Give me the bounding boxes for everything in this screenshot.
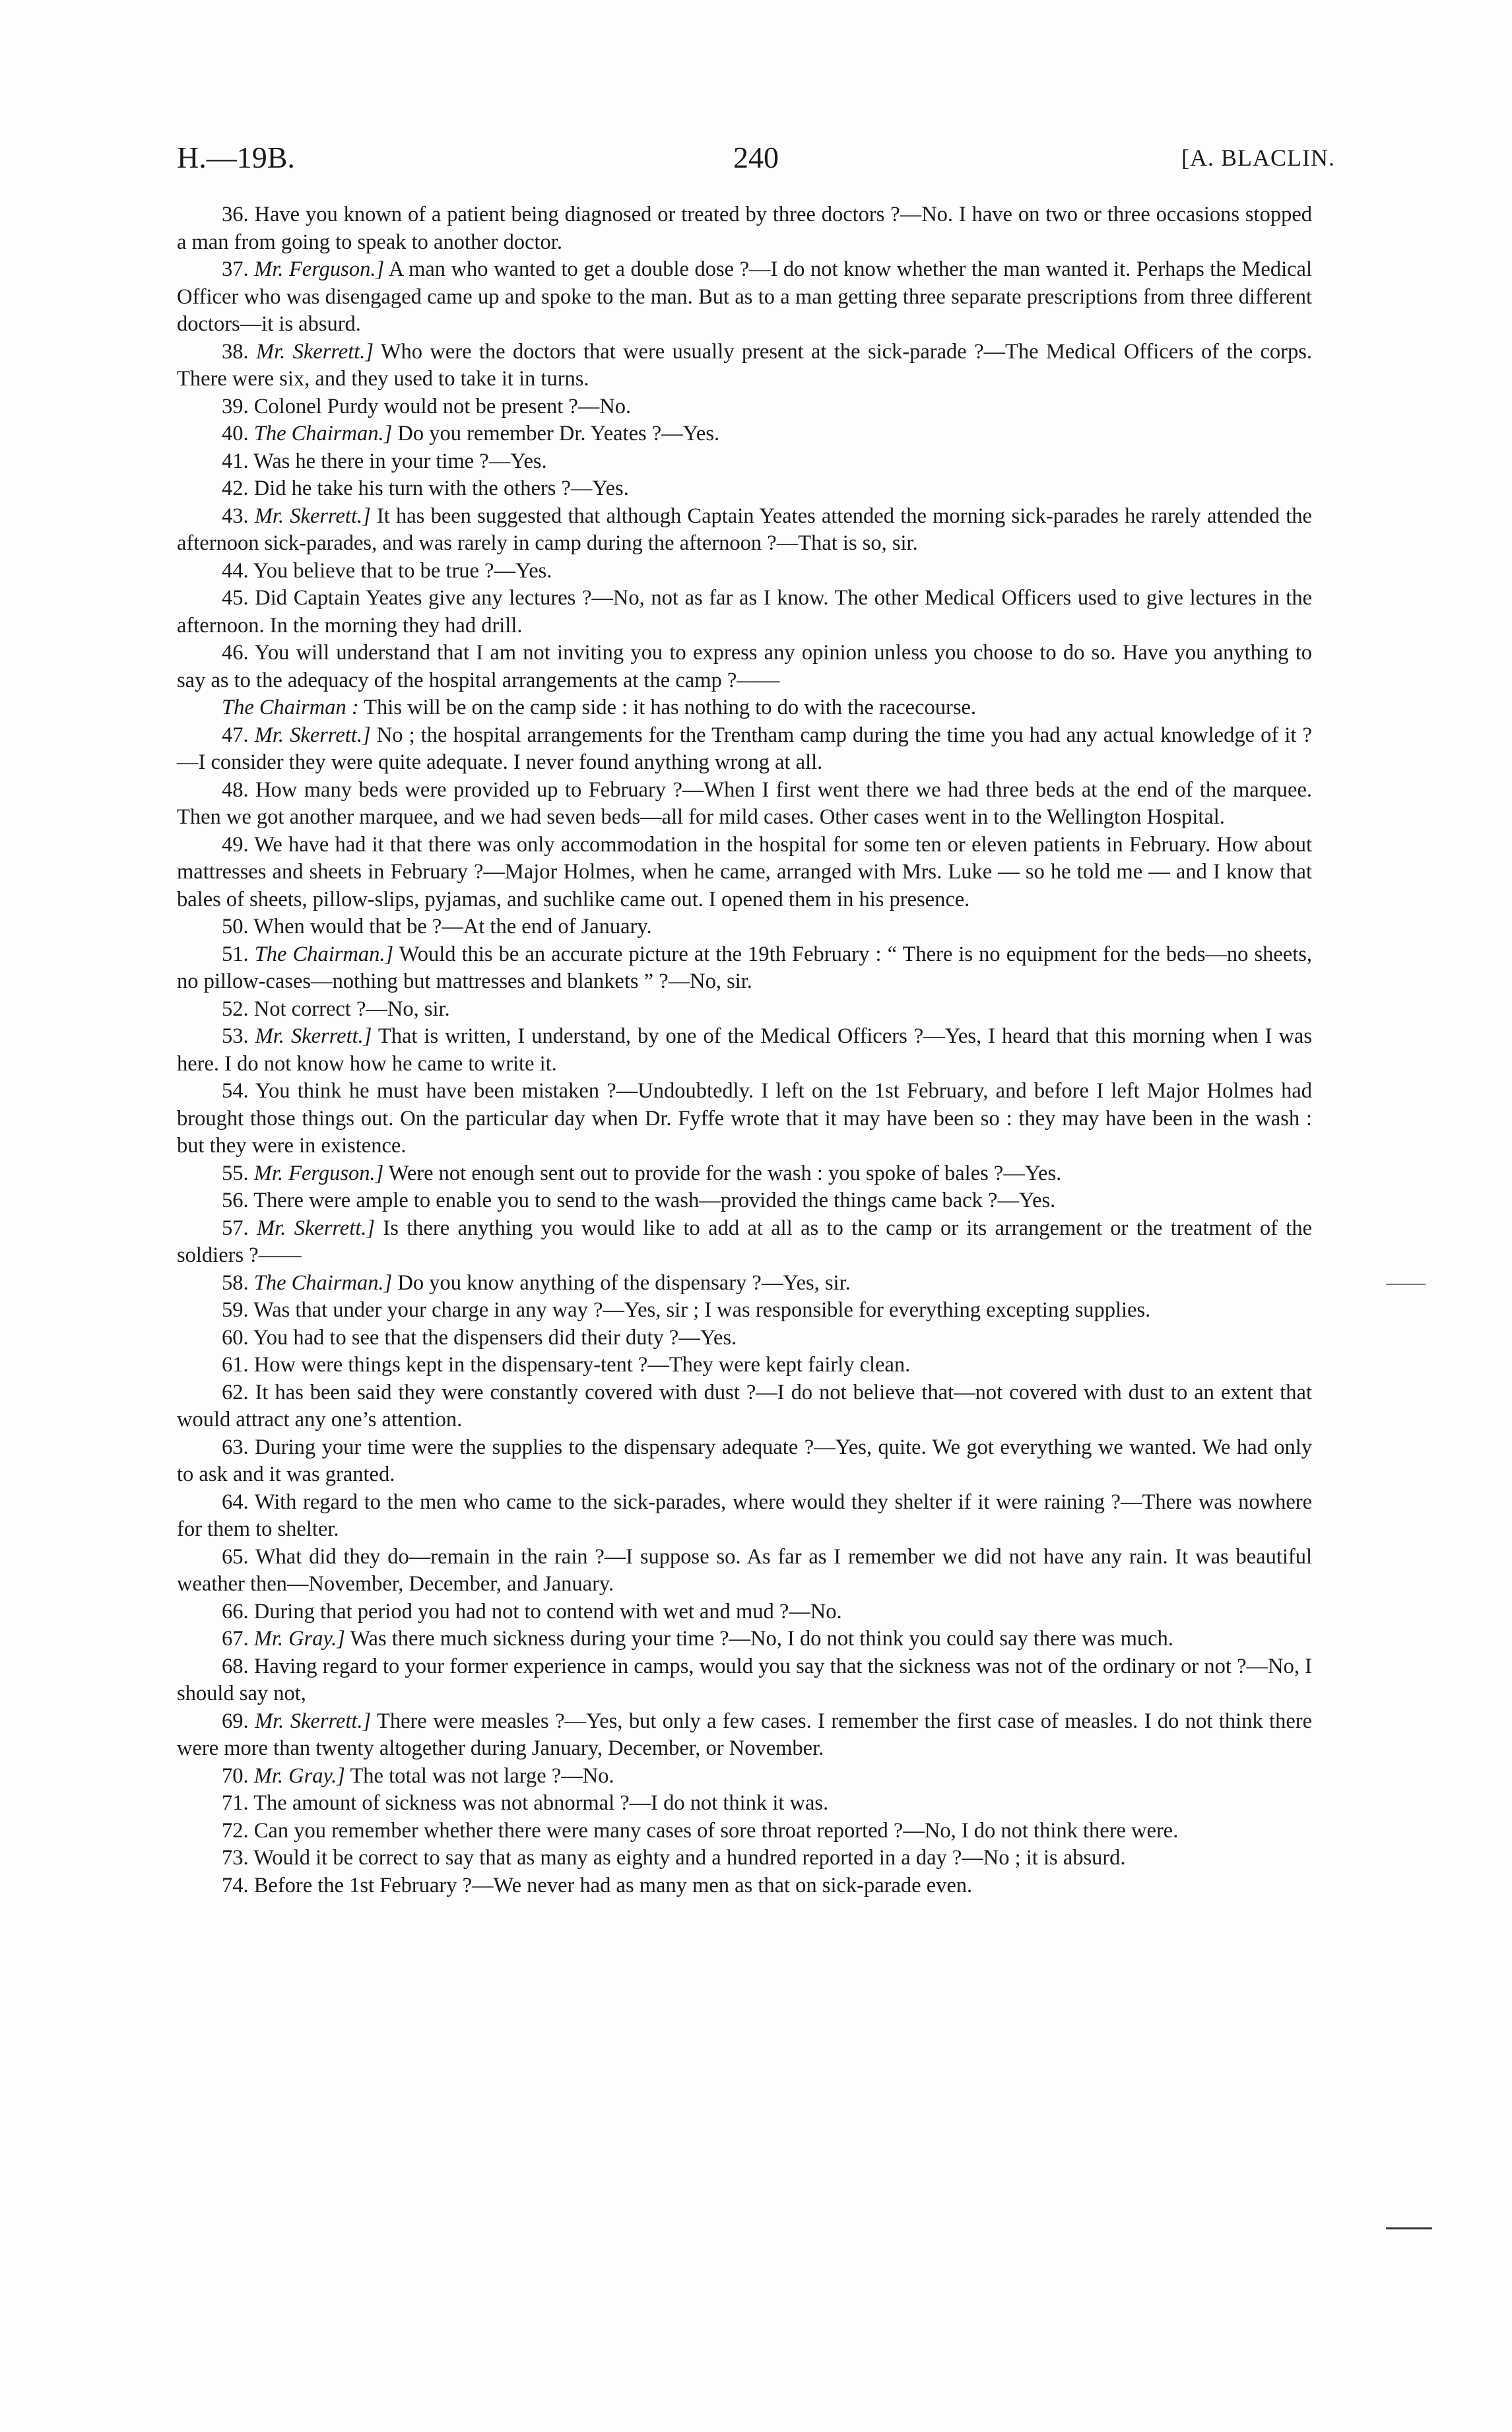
paragraph-text: 68. Having regard to your former experience in camps, would you say that the sickness was not of the ordinary or not ?—No, I should say not, (177, 1654, 1312, 1705)
transcript-paragraph (177, 1325, 1312, 1352)
paragraph-text: 74. Before the 1st February ?—We never had as many men as that on sick-parade even. (222, 1873, 973, 1897)
transcript-paragraph (177, 996, 1312, 1024)
transcript-paragraph (177, 777, 1312, 832)
transcript-paragraph (177, 832, 1312, 914)
transcript-paragraph (177, 722, 1312, 777)
transcript-paragraph (177, 420, 1312, 448)
transcript-paragraph (177, 1708, 1312, 1763)
question-number: 40. (222, 422, 254, 445)
paragraph-text: 44. You believe that to be true ?—Yes. (222, 558, 552, 583)
paragraph-text: 60. You had to see that the dispensers did their duty ?—Yes. (222, 1325, 737, 1350)
transcript-paragraph (177, 1352, 1312, 1379)
question-number: 43. (222, 504, 255, 528)
page-number: 240 (733, 141, 779, 174)
transcript-paragraph (177, 256, 1312, 339)
paragraph-text: This will be on the camp side : it has nothing to do with the racecourse. (358, 696, 977, 719)
question-number: 55. (222, 1161, 254, 1185)
paragraph-text: 49. We have had it that there was only accommodation in the hospital for some ten or eleven patients in February. How about mattresses and sheets in February ?—Major Holmes, when he came, arranged with Mrs. Luke — so he told me — and I know that bales of sheets, pillow-slips, pyjamas, and suchlike came out. I opened them in his presence. (177, 832, 1312, 911)
margin-mark (1386, 1284, 1426, 1287)
paragraph-text: 62. It has been said they were constantly covered with dust ?—I do not believe that—not covered with dust to an extent that would attract any one’s attention. (177, 1380, 1312, 1431)
transcript-paragraph (177, 339, 1312, 393)
paragraph-text: That is written, I understand, by one of the Medical Officers ?—Yes, I heard that this morning when I was here. I do not know how he came to write it. (177, 1024, 1312, 1076)
page-header (177, 140, 1335, 180)
paragraph-text: 54. You think he must have been mistaken ?—Undoubtedly. I left on the 1st February, and before I left Major Holmes had brought those things out. On the particular day when Dr. Fyffe wrote that it may have been so : they may have been in the wash : but they were in existence. (177, 1079, 1312, 1158)
transcript-paragraph (177, 1845, 1312, 1872)
transcript-paragraph (177, 1215, 1312, 1270)
paragraph-text: 48. How many beds were provided up to February ?—When I first went there we had three beds at the end of the marquee. Then we got another marquee, and we had seven beds—all for mild cases. Other cases went in to the Wellington Hospital. (177, 777, 1312, 829)
transcript-paragraph (177, 448, 1312, 476)
transcript-paragraph (177, 913, 1312, 941)
transcript-paragraph (177, 585, 1312, 640)
transcript-paragraph (177, 1653, 1312, 1708)
paragraph-text: A man who wanted to get a double dose ?—I do not know whether the man wanted it. Perhaps the Medical Officer who was disengaged came up and spoke to the man. But as to a man getting three separate prescriptions from three different doctors—it is absurd. (177, 257, 1313, 336)
paragraph-text: 63. During your time were the supplies to the dispensary adequate ?—Yes, quite. We got everything we wanted. We had only to ask and it was granted. (177, 1435, 1312, 1486)
transcript-paragraph (177, 558, 1312, 585)
speaker-name: Mr. Skerrett.] (255, 1709, 372, 1733)
paragraph-text: 61. How were things kept in the dispensary-tent ?—They were kept fairly clean. (222, 1353, 911, 1377)
transcript-paragraph (177, 1023, 1312, 1078)
question-number: 47. (222, 723, 255, 747)
paragraph-text: Were not enough sent out to provide for the wash : you spoke of bales ?—Yes. (383, 1161, 1062, 1185)
question-number: 69. (222, 1709, 255, 1733)
transcript-paragraph (177, 475, 1312, 503)
transcript-paragraph (177, 1818, 1312, 1845)
paragraph-text: Do you remember Dr. Yeates ?—Yes. (392, 422, 720, 445)
speaker-name: Mr. Gray.] (253, 1763, 345, 1788)
speaker-name: Mr. Skerrett.] (254, 723, 371, 747)
transcript-paragraph (177, 201, 1312, 256)
question-number: 51. (222, 942, 255, 966)
paragraph-text: It has been suggested that although Captain Yeates attended the morning sick-parades he rarely attended the afternoon sick-parades, and was rarely in camp during the afternoon ?—That is so, sir. (177, 504, 1312, 555)
question-number: 37. (222, 257, 255, 281)
paragraph-text: 59. Was that under your charge in any way ?—Yes, sir ; I was responsible for everything excepting supplies. (222, 1298, 1151, 1322)
speaker-name: Mr. Skerrett.] (255, 1024, 372, 1048)
paragraph-text: The total was not large ?—No. (345, 1763, 614, 1788)
transcript-paragraph (177, 1626, 1312, 1653)
transcript-paragraph (177, 1489, 1312, 1544)
transcript-paragraph (177, 503, 1312, 558)
paragraph-text: 64. With regard to the men who came to the sick-parades, where would they shelter if it were raining ?—There was nowhere for them to shelter. (177, 1490, 1312, 1541)
paragraph-text: 41. Was he there in your time ?—Yes. (222, 449, 547, 473)
transcript-paragraph (177, 1872, 1312, 1900)
speaker-name: Mr. Ferguson.] (254, 257, 385, 281)
paragraph-text: 71. The amount of sickness was not abnormal ?—I do not think it was. (222, 1791, 829, 1815)
transcript-body (177, 201, 1312, 1899)
paragraph-text: Do you know anything of the dispensary ?—Yes, sir. (392, 1270, 851, 1295)
transcript-paragraph (177, 941, 1312, 996)
transcript-paragraph (177, 1790, 1312, 1818)
paragraph-text: Who were the doctors that were usually present at the sick-parade ?—The Medical Officers of the corps. There were six, and they used to take it in turns. (177, 339, 1313, 391)
question-number: 67. (222, 1627, 254, 1651)
transcript-paragraph (177, 393, 1312, 421)
question-number: 58. (222, 1270, 254, 1295)
transcript-paragraph (177, 1544, 1312, 1598)
transcript-paragraph (177, 1598, 1312, 1626)
paragraph-text: 45. Did Captain Yeates give any lectures ?—No, not as far as I know. The other Medical Officers used to give lectures in the afternoon. In the morning they had drill. (177, 586, 1312, 638)
speaker-name: Mr. Ferguson.] (253, 1161, 384, 1185)
paragraph-text: 73. Would it be correct to say that as many as eighty and a hundred reported in a day ?—No ; it is absurd. (222, 1846, 1126, 1870)
paragraph-text: There were measles ?—Yes, but only a few cases. I remember the first case of measles. I do not think there were more than twenty altogether during January, December, or November. (177, 1709, 1312, 1760)
transcript-paragraph (177, 1078, 1312, 1160)
paragraph-text: Would this be an accurate picture at the 19th February : “ There is no equipment for the beds—no sheets, no pillow-cases—nothing but mattresses and blankets ” ?—No, sir. (177, 942, 1312, 993)
paragraph-text: 66. During that period you had not to contend with wet and mud ?—No. (222, 1599, 842, 1624)
paragraph-text: 46. You will understand that I am not inviting you to express any opinion unless you choose to do so. Have you anything to say as to the adequacy of the hospital arrangements at the camp ?—— (177, 641, 1312, 692)
transcript-paragraph (177, 1379, 1312, 1434)
speaker-name: The Chairman.] (253, 1270, 393, 1295)
speaker-name: Mr. Skerrett.] (254, 504, 371, 528)
paragraph-text: Was there much sickness during your time ?—No, I do not think you could say there was much. (345, 1627, 1173, 1651)
question-number: 53. (222, 1024, 255, 1048)
speaker-name: Mr. Skerrett.] (257, 1216, 376, 1240)
paragraph-text: Is there anything you would like to add at all as to the camp or its arrangement or the treatment of the soldiers ?—— (177, 1216, 1312, 1267)
paragraph-text: 65. What did they do—remain in the rain ?—I suppose so. As far as I remember we did not have any rain. It was beautiful weather then—November, December, and January. (177, 1544, 1312, 1596)
question-number: 57. (222, 1216, 257, 1240)
transcript-paragraph (177, 1434, 1312, 1489)
paragraph-text: 52. Not correct ?—No, sir. (222, 997, 450, 1021)
paragraph-text: 50. When would that be ?—At the end of January. (222, 915, 652, 938)
transcript-paragraph (177, 640, 1312, 694)
transcript-paragraph (177, 1297, 1312, 1325)
transcript-paragraph (177, 694, 1312, 722)
transcript-paragraph (177, 1187, 1312, 1215)
witness-name: [A. BLACLIN. (1181, 145, 1335, 171)
transcript-paragraph (177, 1270, 1312, 1298)
transcript-paragraph (177, 1160, 1312, 1188)
speaker-name: The Chairman : (222, 696, 359, 719)
paragraph-text: No ; the hospital arrangements for the Trentham camp during the time you had any actual knowledge of it ?—I consider they were quite adequate. I never found anything wrong at all. (177, 723, 1312, 774)
question-number: 38. (222, 339, 256, 364)
speaker-name: Mr. Gray.] (253, 1627, 345, 1651)
paragraph-text: 56. There were ample to enable you to send to the wash—provided the things came back ?—Yes. (222, 1189, 1056, 1212)
paragraph-text: 39. Colonel Purdy would not be present ?—No. (222, 394, 632, 418)
speaker-name: Mr. Skerrett.] (256, 339, 374, 364)
margin-mark (1386, 2227, 1432, 2231)
speaker-name: The Chairman.] (253, 422, 393, 445)
speaker-name: The Chairman.] (254, 942, 394, 966)
question-number: 70. (222, 1763, 254, 1788)
paragraph-text: 36. Have you known of a patient being diagnosed or treated by three doctors ?—No. I have on two or three occasions stopped a man from going to speak to another doctor. (177, 203, 1312, 254)
document-code: H.—19B. (177, 141, 295, 174)
transcript-paragraph (177, 1763, 1312, 1791)
paragraph-text: 72. Can you remember whether there were many cases of sore throat reported ?—No, I do not think there were. (222, 1818, 1179, 1843)
paragraph-text: 42. Did he take his turn with the others ?—Yes. (222, 477, 629, 500)
